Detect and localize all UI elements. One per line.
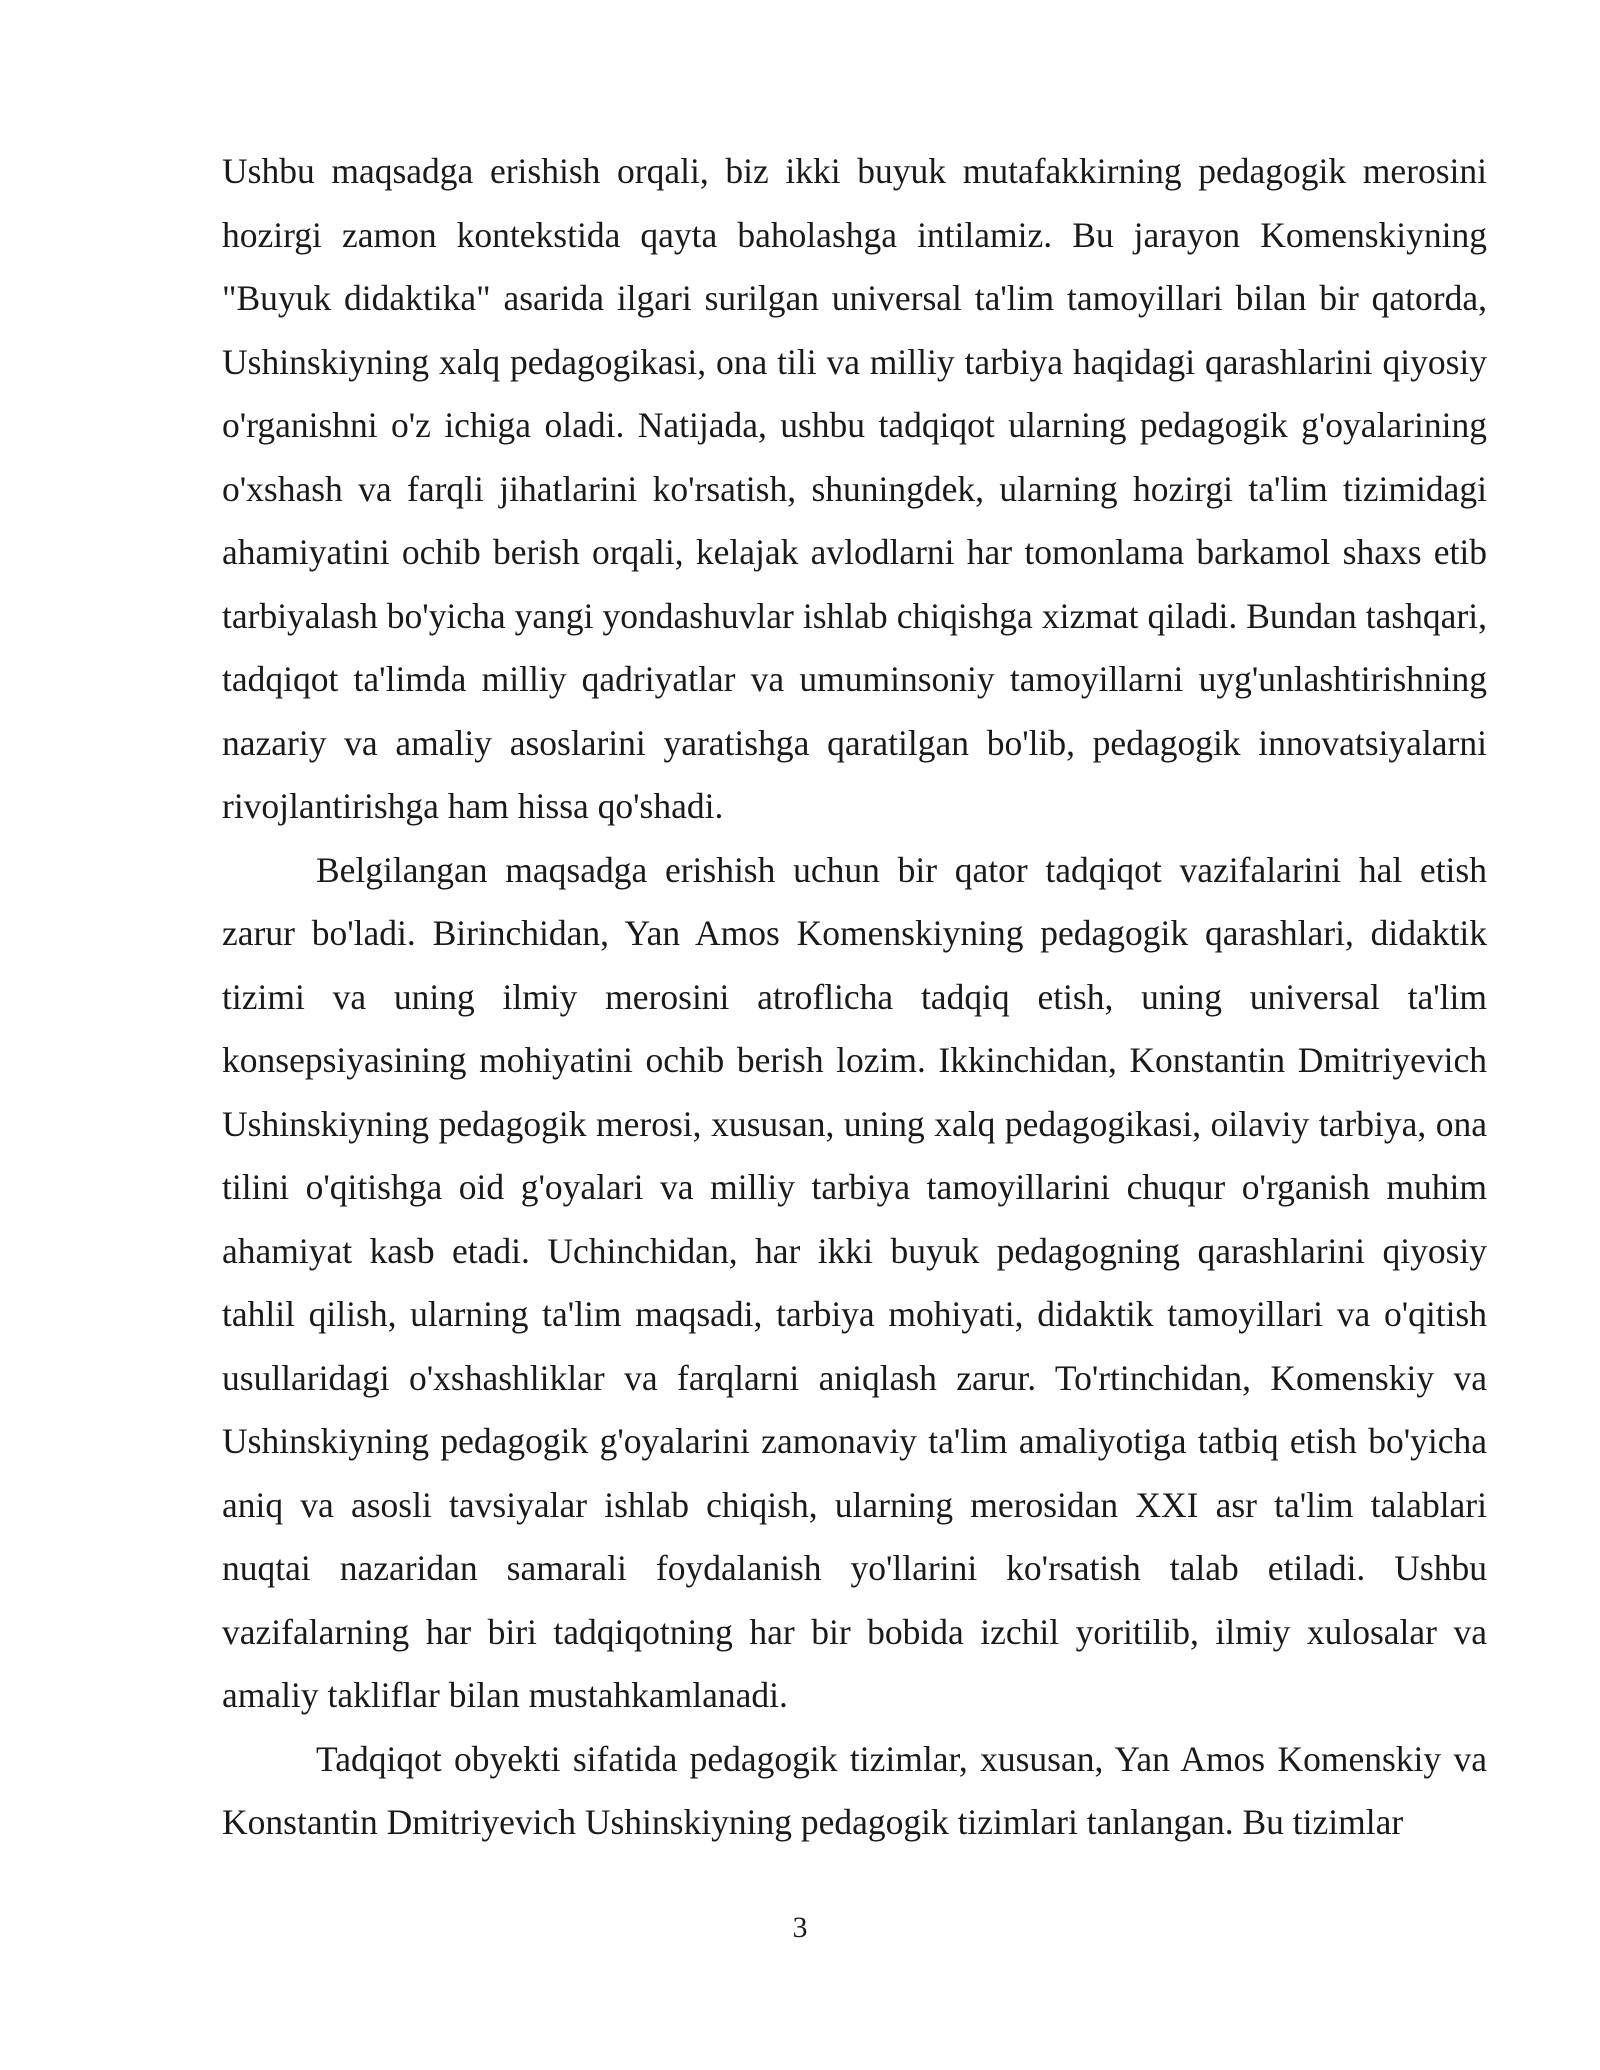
paragraph-2: Belgilangan maqsadga erishish uchun bir qator tadqiqot vazifalarini hal etish zarur bo'ladi. Birinchidan, Yan Amos Komenskiyning pedagogik qarashlari, didaktik tizimi va uning ilmiy merosini atroflicha tadqiq etish, uning universal ta'lim konsepsiyasining mohiyatini ochib berish lozim. Ikkinchidan, Konstantin Dmitriyevich Ushinskiyning pedagogik merosi, xususan, uning xalq pedagogikasi, oilaviy tarbiya, ona tilini o'qitishga oid g'oyalari va milliy tarbiya tamoyillarini chuqur o'rganish muhim ahamiyat kasb etadi. Uchinchidan, har ikki buyuk pedagogning qarashlarini qiyosiy tahlil qilish, ularning ta'lim maqsadi, tarbiya mohiyati, didaktik tamoyillari va o'qitish usullaridagi o'xshashliklar va farqlarni aniqlash zarur. To'rtinchidan, Komenskiy va Ushinskiyning pedagogik g'oyalarini zamonaviy ta'lim amaliyotiga tatbiq etish bo'yicha aniq va asosli tavsiyalar ishlab chiqish, ularning merosidan XXI asr ta'lim talablari nuqtai nazaridan samarali foydalanish yo'llarini ko'rsatish talab etiladi. Ushbu vazifalarning har biri tadqiqotning har bir bobida izchil yoritilib, ilmiy xulosalar va amaliy takliflar bilan mustahkamlanadi. (222, 849, 1487, 1715)
paragraph-3: Tadqiqot obyekti sifatida pedagogik tizimlar, xususan, Yan Amos Komenskiy va Konstantin Dmitriyevich Ushinskiyning pedagogik tizimlari tanlangan. Bu tizimlar (222, 1738, 1487, 1842)
body-text (222, 140, 1487, 1855)
page-number: 3 (792, 1911, 808, 1944)
paragraph-1: Ushbu maqsadga erishish orqali, biz ikki buyuk mutafakkirning pedagogik merosini hozirgi zamon kontekstida qayta baholashga intilamiz. Bu jarayon Komenskiyning "Buyuk didaktika" asarida ilgari surilgan universal ta'lim tamoyillari bilan bir qatorda, Ushinskiyning xalq pedagogikasi, ona tili va milliy tarbiya haqidagi qarashlarini qiyosiy o'rganishni o'z ichiga oladi. Natijada, ushbu tadqiqot ularning pedagogik g'oyalarining o'xshash va farqli jihatlarini ko'rsatish, shuningdek, ularning hozirgi ta'lim tizimidagi ahamiyatini ochib berish orqali, kelajak avlodlarni har tomonlama barkamol shaxs etib tarbiyalash bo'yicha yangi yondashuvlar ishlab chiqishga xizmat qiladi. Bundan tashqari, tadqiqot ta'limda milliy qadriyatlar va umuminsoniy tamoyillarni uyg'unlashtirishning nazariy va amaliy asoslarini yaratishga qaratilgan bo'lib, pedagogik innovatsiyalarni rivojlantirishga ham hissa qo'shadi. (222, 151, 1487, 826)
